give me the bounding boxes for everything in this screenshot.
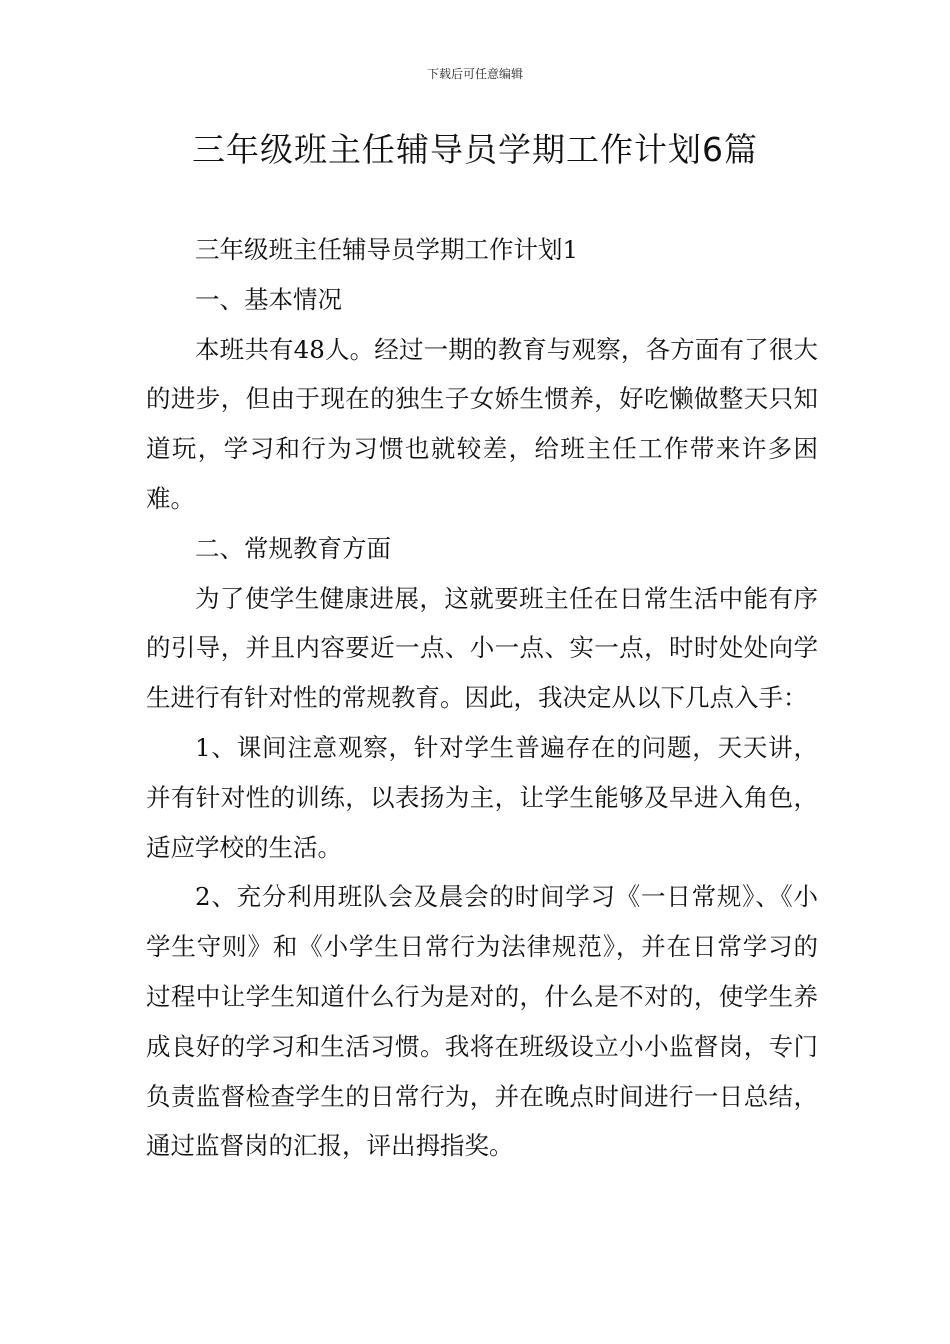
list-item-2: 2、充分利用班队会及晨会的时间学习《一日常规》、《小学生守则》和《小学生日常行为法律规范》，并在日常学习的过程中让学生知道什么行为是对的，什么是不对的，使学生养成良好的学习和生活习惯。我将在班级设立小小监督岗，专门负责监督检查学生的日常行为，并在晚点时间进行一日总结，通过监督岗的汇报，评出拇指奖。 [146, 882, 818, 1161]
list-item-1: 1、课间注意观察，针对学生普遍存在的问题，天天讲，并有针对性的训练，以表扬为主，让学生能够及早进入角色，适应学校的生活。 [146, 732, 818, 862]
section-title-plan-1: 三年级班主任辅导员学期工作计划1 [195, 235, 579, 264]
header-note: 下载后可任意编辑 [426, 67, 523, 81]
document-title: 三年级班主任辅导员学期工作计划6篇 [192, 130, 758, 169]
document-body [146, 225, 818, 1171]
paragraph-basic-situation: 本班共有48人。经过一期的教育与观察，各方面有了很大的进步，但由于现在的独生子女娇生惯养，好吃懒做整天只知道玩，学习和行为习惯也就较差，给班主任工作带来许多困难。 [146, 334, 818, 513]
heading-routine-education: 二、常规教育方面 [195, 533, 391, 563]
heading-basic-situation: 一、基本情况 [195, 284, 342, 314]
paragraph-routine-education: 为了使学生健康进展，这就要班主任在日常生活中能有序的引导，并且内容要近一点、小一点、实一点，时时处处向学生进行有针对性的常规教育。因此，我决定从以下几点入手： [146, 583, 818, 713]
